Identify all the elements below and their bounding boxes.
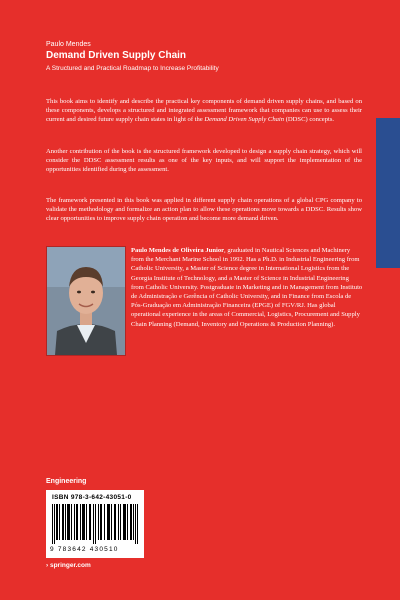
book-title: Demand Driven Supply Chain — [46, 50, 187, 61]
portrait-illustration — [47, 247, 125, 355]
bio-author-name: Paulo Mendes de Oliveira Junior — [131, 247, 225, 254]
paragraph-1-text: This book aims to identify and describe the practical key components of demand driven supply chains, and based on these components, develops a structured and integrated assessment framework that companies can use to assess their current and desired future supply chain states in light of the — [46, 98, 362, 124]
barcode-icon — [52, 504, 138, 544]
book-subtitle: A Structured and Practical Roadmap to Increase Profitability — [46, 65, 219, 72]
description-paragraph-3: The framework presented in this book was applied in different supply chain operations of a global CPG company to validate the methodology and formalize an action plan to allow these operations move towards a DDSC. Results show clear opportunities to improve supply chain operation and become more demand driven. — [46, 197, 362, 223]
description-paragraph-2: Another contribution of the book is the structured framework developed to design a supply chain strategy, which will consider the DDSC assessment results as one of the key inputs, and will support the implementation of the opportunities identified during the assessment. — [46, 148, 362, 174]
cover-header — [46, 40, 346, 73]
barcode-number: 9 783642 430510 — [50, 546, 119, 553]
author-bio — [131, 246, 363, 329]
paragraph-1-italic: Demand Driven Supply Chain — [204, 116, 285, 124]
description-paragraph-1 — [46, 97, 362, 125]
series-color-tab — [376, 118, 400, 268]
paragraph-1-end: (DDSC) concepts. — [284, 116, 335, 124]
bio-text: , graduated in Nautical Sciences and Machinery from the Merchant Marine School in 1992. Has a Ph.D. in Industrial Engineering from Catholic University, a Master of Science degree in International Logistics from the Georgia Institute of Technology, and a Master of Science in Industrial Engineering from Catholic University. Postgraduate in Marketing and in Management from Instituto de Administração e Gerência of Catholic University, and in Finance from Escola de Pós-Graduação em Administração Financeira (EPGE) of FGV/RJ. Has global operational experience in the areas of Commercial, Logistics, Procurement and Supply Chain Planning (Demand, Inventory and Operations & Production Planning). — [131, 247, 363, 328]
author-portrait-image — [46, 246, 126, 356]
author-name: Paulo Mendes — [46, 41, 91, 48]
barcode-block — [46, 490, 144, 558]
isbn-label: ISBN 978-3-642-43051-0 — [52, 494, 132, 501]
subject-category: Engineering — [46, 478, 87, 485]
publisher-link[interactable]: › springer.com — [46, 562, 91, 569]
